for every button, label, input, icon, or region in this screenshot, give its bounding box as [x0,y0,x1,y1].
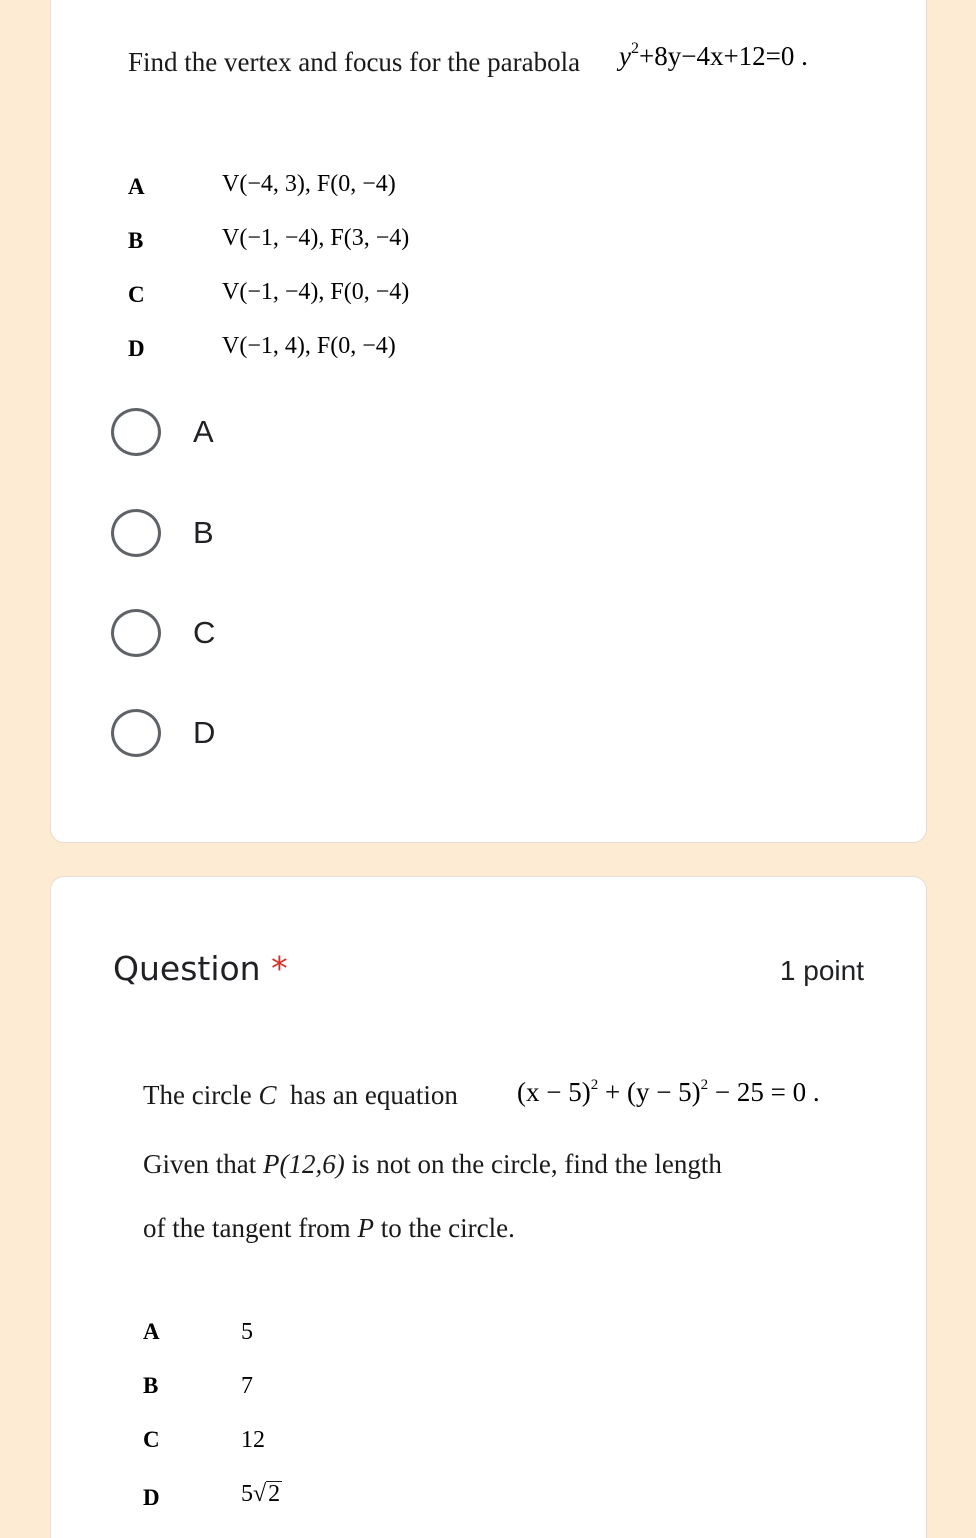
radio-option-a[interactable] [111,406,411,458]
option-value-c: V(−1, −4), F(0, −4) [222,279,410,305]
question-title: Question * [113,949,288,988]
radio-circle-icon[interactable] [111,609,161,657]
circle-equation: $(x - 5)^2 + (y - 5)^2 - 25 = 0$ . [517,1077,820,1107]
question-2-line-1: The circle C has an equation [143,1080,458,1110]
radio-circle-icon[interactable] [111,509,161,557]
radio-option-b[interactable] [111,507,411,559]
question-2-line-2: Given that P(12,6) is not on the circle, find the length [143,1149,722,1179]
q2-option-letter-a: A [143,1319,160,1344]
q2-option-value-b: 7 [241,1373,253,1399]
q2-option-value-d: 5√2 [241,1481,281,1507]
required-asterisk: * [271,949,288,988]
question-2-line-3: of the tangent from P to the circle. [143,1213,515,1243]
q2-option-letter-c: C [143,1427,160,1452]
radio-option-c[interactable] [111,607,411,659]
question-card-2 [50,876,927,1538]
radio-label-c: C [193,615,216,650]
option-letter-d: D [128,336,145,361]
radio-option-d[interactable] [111,707,411,759]
q2-option-letter-b: B [143,1373,159,1398]
option-letter-b: B [128,228,144,253]
radio-circle-icon[interactable] [111,709,161,757]
radio-label-a: A [193,414,214,449]
option-value-b: V(−1, −4), F(3, −4) [222,225,410,251]
q2-option-value-a: 5 [241,1319,253,1345]
option-letter-c: C [128,282,145,307]
question-card-1 [50,0,927,843]
option-letter-a: A [128,174,145,199]
points-label: 1 point [779,955,864,986]
radio-label-d: D [193,715,216,750]
option-value-a: V(−4, 3), F(0, −4) [222,171,396,197]
radio-circle-icon[interactable] [111,408,161,456]
radio-label-b: B [193,515,214,550]
q2-option-letter-d: D [143,1485,160,1510]
question-1-prompt: Find the vertex and focus for the parabola [128,47,581,77]
parabola-equation: $y^2+8y-4x+12=0$ . [619,40,808,71]
option-value-d: V(−1, 4), F(0, −4) [222,333,396,359]
q2-option-value-c: 12 [241,1427,265,1453]
